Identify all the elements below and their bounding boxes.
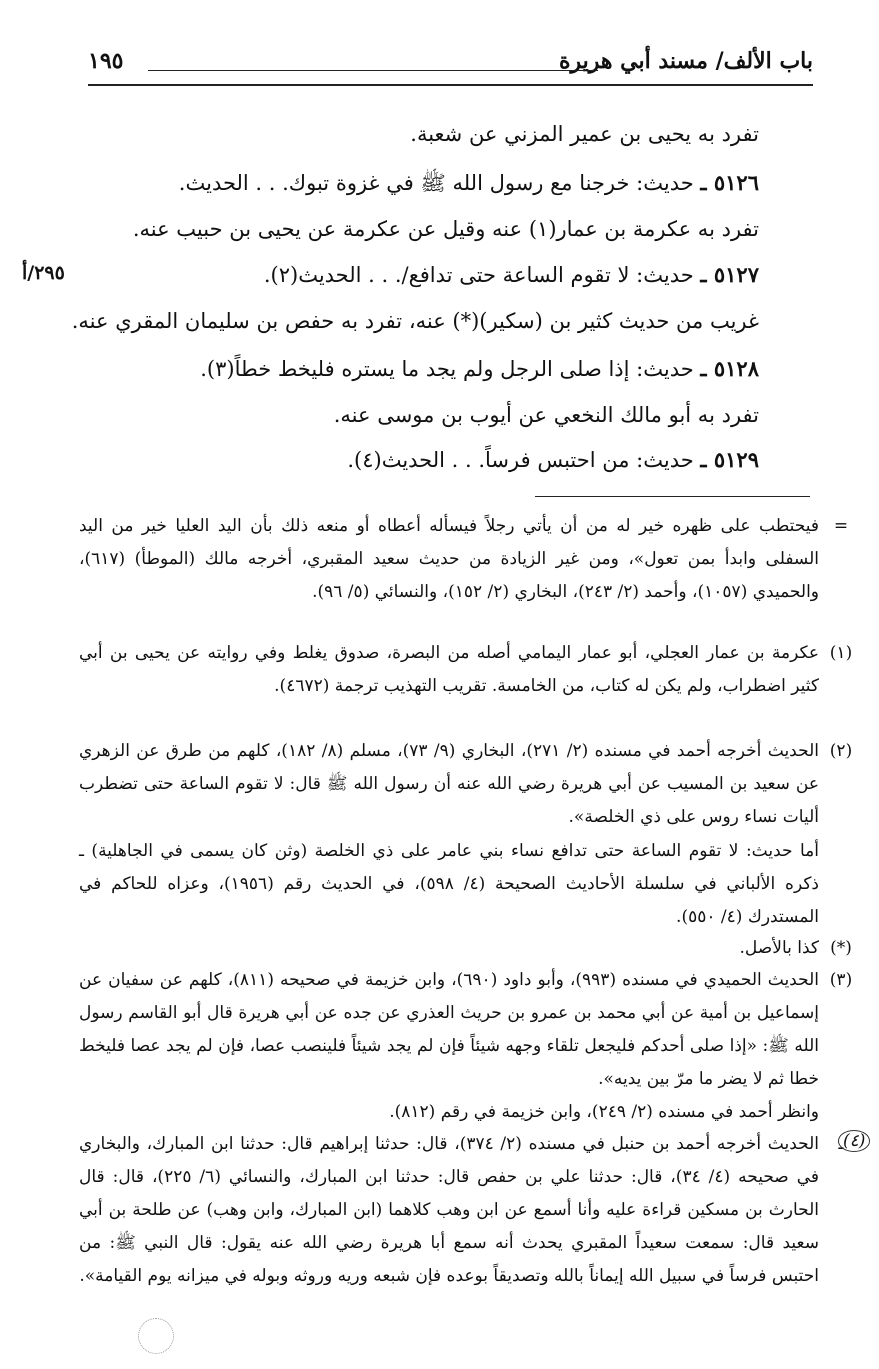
scan-blemish	[138, 1318, 174, 1354]
footnote-continuation: = فيحتطب على ظهره خير له من أن يأتي رجلاً فيسأله أعطاه أو منعه ذلك بأن اليد العليا خير من اليد السفلى وابدأ بمن تعول»، ومن غير الزيادة من حديث سعيد المقبري، أخرجه مالك (الموطأ) (٦١٧)، والحميدي (١٠٥٧)، وأحمد (٢/ ٢٤٣)، البخاري (٢/ ١٥٢)، والنسائي (٥/ ٩٦).	[79, 516, 849, 602]
manuscript-folio-ref: ٢٩٥/أ	[22, 262, 65, 284]
footnote-separator	[535, 496, 810, 497]
footnote-star: (*) كذا بالأصل.	[739, 938, 852, 958]
footnote-4: ـ الحديث أخرجه أحمد بن حنبل في مسنده (٢/ ٣٧٤)، قال: حدثنا إبراهيم قال: حدثنا ابن المبارك، والبخاري في صحيحه (٤/ ٣٤)، قال: حدثنا علي بن حفص قال: حدثنا ابن المبارك، والنسائي (٦/ ٢٢٥)، قال: قال الحارث بن مسكين قراءة عليه وأنا أسمع عن ابن وهب كلاهما (ابن المبارك، وابن وهب) عن طلحة بن أبي سعيد قال: سمعت سعيداً المقبري يحدث أنه سمع أبا هريرة رضي الله عنه يقول: قال النبي ﷺ: من احتبس فرساً في سبيل الله إيماناً بالله وتصديقاً بوعده فإن شبعه وريه وروثه وبوله في ميزانه يوم القيامة».	[79, 1134, 844, 1286]
page-number: ١٩٥	[88, 48, 124, 74]
page-header	[88, 40, 813, 90]
footnote-1: (١) عكرمة بن عمار العجلي، أبو عمار اليمامي أصله من البصرة، صدوق يغلط وفي روايته عن يحيى بن أبي كثير اضطراب، ولم يكن له كتاب، من الخامسة. تقريب التهذيب ترجمة (٤٦٧٢).	[79, 643, 853, 696]
hadith-number: ٥١٢٧ ـ	[700, 262, 759, 287]
hadith-5129: ٥١٢٩ ـ حديث: من احتبس فرساً. . . الحديث(٤).	[347, 447, 759, 472]
body-line-7: تفرد به أبو مالك النخعي عن أيوب بن موسى عنه.	[333, 403, 759, 427]
hadith-number: ٥١٢٩ ـ	[700, 447, 759, 472]
body-line-1: تفرد به يحيى بن عمير المزني عن شعبة.	[410, 122, 759, 146]
header-rule	[88, 84, 813, 86]
hadith-number: ٥١٢٨ ـ	[700, 356, 759, 381]
running-title: باب الألف/ مسند أبي هريرة	[558, 48, 813, 74]
body-line-3: تفرد به عكرمة بن عمار(١) عنه وقيل عن عكرمة عن يحيى بن حبيب عنه.	[132, 217, 759, 241]
footnote-2-continued: أما حديث: لا تقوم الساعة حتى تدافع نساء بني عامر على ذي الخلصة (وثن كان يسمى في الجاهلية) ـ ذكره الألباني في سلسلة الأحاديث الصحيحة (٤/ ٥٩٨)، في الحديث رقم (١٩٥٦)، وعزاه للحاكم في المستدرك (٤/ ٥٥٠).	[79, 841, 819, 927]
hadith-number: ٥١٢٦ ـ	[700, 170, 759, 195]
footnote-3: (٣) الحديث الحميدي في مسنده (٩٩٣)، وأبو داود (٦٩٠)، وابن خزيمة في صحيحه (٨١١)، كلهم عن سفيان عن إسماعيل بن أمية عن أبي محمد بن عمرو بن حريث العذري عن جده عن أبي هريرة قال أبو القاسم رسول الله ﷺ: «إذا صلى أحدكم فليجعل تلقاء وجهه شيئاً فإن لم يجد شيئاً فلينصب عصا، فإن لم يجد عصا فليخط خطا ثم لا يضر ما مرّ بين يديه».	[79, 970, 853, 1089]
hadith-5126: ٥١٢٦ ـ حديث: خرجنا مع رسول الله ﷺ في غزوة تبوك. . . الحديث.	[178, 170, 759, 195]
footnote-2: (٢) الحديث أخرجه أحمد في مسنده (٢/ ٢٧١)، البخاري (٩/ ٧٣)، مسلم (٨/ ١٨٢)، كلهم من طرق عن الزهري عن سعيد بن المسيب عن أبي هريرة رضي الله عنه أن رسول الله ﷺ قال: لا تقوم الساعة حتى تضطرب أليات نساء روس على ذي الخلصة».	[79, 741, 853, 827]
handwritten-footnote-mark: (٤)	[838, 1130, 870, 1152]
footnote-3-continued: وانظر أحمد في مسنده (٢/ ٢٤٩)، وابن خزيمة في رقم (٨١٢).	[389, 1102, 819, 1122]
body-line-5: غريب من حديث كثير بن (سكير)(*) عنه، تفرد به حفص بن سليمان المقري عنه.	[71, 309, 759, 333]
hadith-5128: ٥١٢٨ ـ حديث: إذا صلى الرجل ولم يجد ما يستره فليخط خطاً(٣).	[200, 356, 759, 381]
header-rule-thin	[148, 70, 598, 71]
hadith-5127: ٥١٢٧ ـ حديث: لا تقوم الساعة حتى تدافع/. . . الحديث(٢).	[263, 262, 759, 287]
